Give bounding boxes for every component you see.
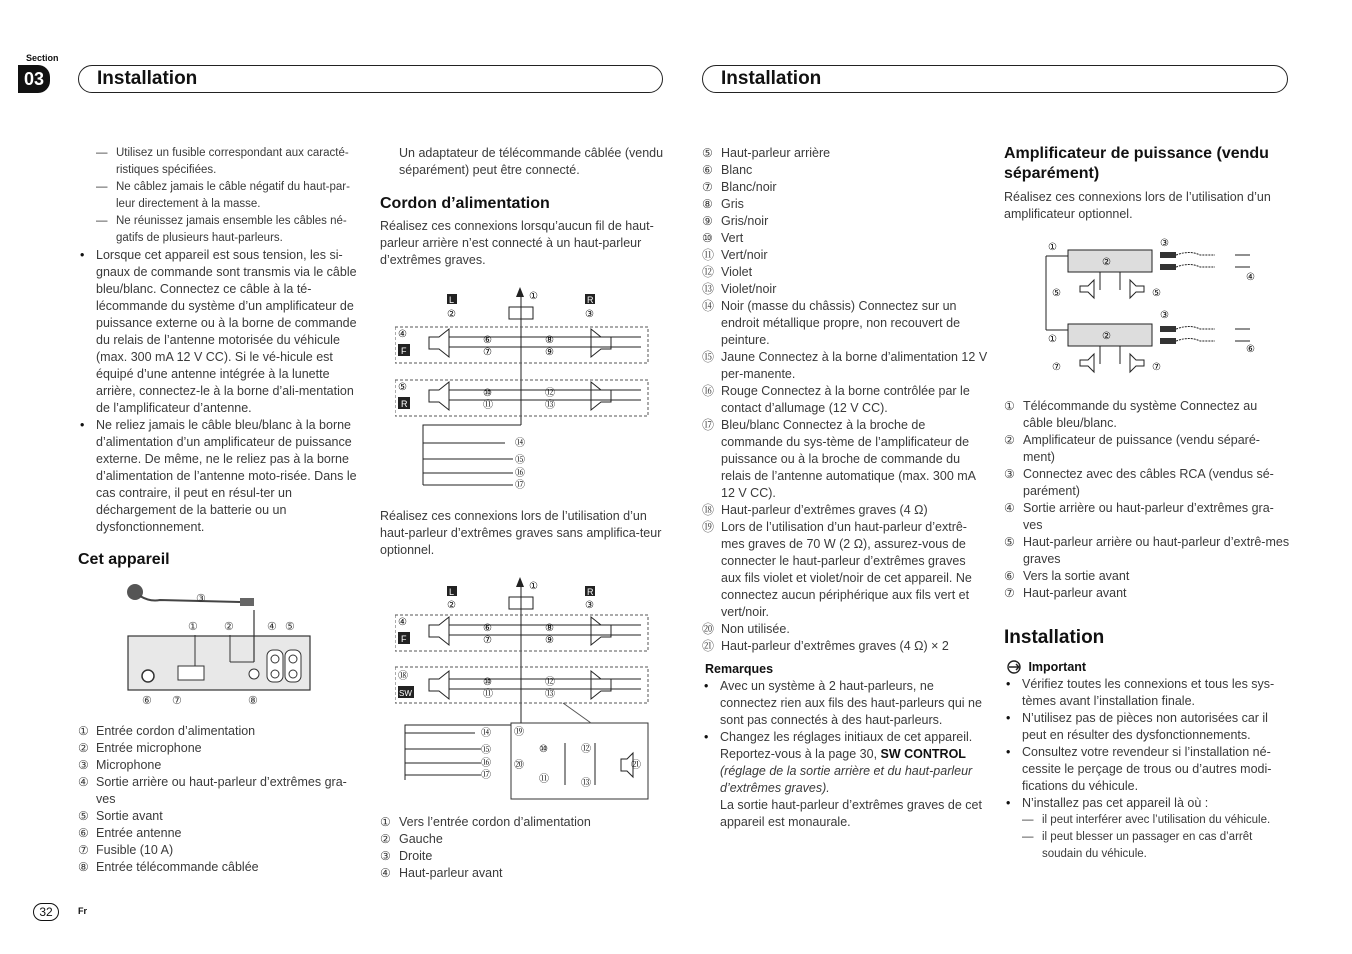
svg-text:③: ③ [585,309,594,320]
svg-text:⑩: ⑩ [483,677,492,688]
svg-text:⑥: ⑥ [1246,344,1255,355]
bullet-item: • Consultez votre revendeur si l’installation né-cessite le perçage de trous ou d’autres modi-fications du véhicule. [1004,744,1290,795]
legend-item: ⑥ Vers la sortie avant [1004,569,1130,583]
svg-text:③: ③ [196,593,206,605]
important-icon [1006,660,1024,674]
legend-item: ② Amplificateur de puissance (vendu séparé-ment) [1004,433,1260,464]
svg-text:②: ② [1102,331,1111,342]
legend-item: ⑧ Entrée télécommande câblée [78,860,259,874]
power-cord-para-2: Réalisez ces connexions lors de l’utilisation d’un haut-parleur d’extrêmes graves sans amplifica-teur optionnel. [380,509,662,557]
legend-item: ⑧ Gris [702,197,744,211]
svg-text:⑪: ⑪ [483,400,493,411]
svg-text:②: ② [224,621,234,633]
legend-item: ⑪ Vert/noir [702,248,768,262]
svg-text:④: ④ [398,329,407,340]
important-label: Important [1028,660,1087,674]
svg-text:⑬: ⑬ [581,778,591,789]
remarks-title: Remarques [705,662,774,676]
svg-text:④: ④ [1246,272,1255,283]
svg-text:⑭: ⑭ [481,728,491,739]
svg-text:⑧: ⑧ [545,623,554,634]
legend-item: ④ Sortie arrière ou haut-parleur d’extrêmes gra-ves [78,775,347,806]
svg-text:⑧: ⑧ [545,335,554,346]
svg-text:⑫: ⑫ [545,388,555,399]
svg-text:L: L [449,295,455,305]
unit-rear-diagram [120,580,320,710]
heading-power-cord: Cordon d’alimentation [380,195,550,212]
amplifier-diagram [1040,232,1270,382]
legend-item: ⑮ Jaune Connectez à la borne d’alimentation 12 V per-manente. [702,350,988,381]
svg-text:⑯: ⑯ [515,468,525,479]
svg-text:⑰: ⑰ [515,480,525,491]
legend-item: ② Gauche [380,832,443,846]
svg-text:②: ② [447,309,456,320]
important-block [1006,658,1086,676]
heading-cet-appareil: Cet appareil [78,551,170,568]
heading-amplifier: Amplificateur de puissance (vendu séparément) [1004,145,1269,182]
column-2-intro [380,145,664,179]
svg-text:⑪: ⑪ [483,689,493,700]
legend-item: ⑯ Rouge Connectez à la borne contrôlée par le contact d’allumage (12 V CC). [702,384,970,415]
legend-item: ① Télécommande du système Connectez au câble bleu/blanc. [1004,399,1258,430]
diagram-legend-col2 [380,814,664,882]
bullet-item: • Vérifiez toutes les connexions et tous les sys-tèmes avant l’installation finale. [1004,676,1290,710]
amplifier-legend [1004,398,1290,602]
right-page-title: Installation [721,68,822,89]
legend-item: ⑨ Gris/noir [702,214,769,228]
svg-text:⑧: ⑧ [248,695,258,707]
svg-text:F: F [401,634,407,644]
installation-notes [1004,676,1290,863]
legend-item: ④ Sortie arrière ou haut-parleur d’extrêmes gra-ves [1004,501,1274,532]
right-header-bar [702,65,1288,93]
legend-item: ⑩ Vert [702,231,744,245]
svg-text:⑫: ⑫ [545,677,555,688]
svg-text:④: ④ [267,621,277,633]
language-code: Fr [78,906,87,916]
legend-item: ⑤ Sortie avant [78,809,163,823]
dash-item: — Utilisez un fusible correspondant aux caracté-ristiques spécifiées. [78,145,362,179]
svg-text:⑤: ⑤ [398,382,407,393]
svg-text:⑫: ⑫ [581,744,591,755]
dash-item: — Ne réunissez jamais ensemble les câbles né-gatifs de plusieurs haut-parleurs. [78,213,362,247]
svg-text:①: ① [529,581,538,592]
legend-item: ⑬ Violet/noir [702,282,777,296]
svg-text:⑤: ⑤ [1052,288,1061,299]
svg-text:⑭: ⑭ [515,438,525,449]
svg-text:①: ① [529,291,538,302]
dash-item: — Ne câblez jamais le câble négatif du haut-par-leur directement à la masse. [78,179,362,213]
svg-text:③: ③ [1160,238,1169,249]
bullet-item: • Lorsque cet appareil est sous tension, les si-gnaux de commande sont transmis via le câble bleu/blanc. Connectez ce câble à la té-lécommande du système d’un amplificateur de puissance externe ou à la borne de commande du relais de l’antenne motorisée du véhicule (max. 300 mA 12 V CC). Si le vé-hicule est équipé d’une antenne intégrée à la lunette arrière, connectez-le à la borne d’ali-mentation de l’amplificateur d’antenne. [78,247,362,417]
adapter-note: Un adaptateur de télécommande câblée (vendu séparément) peut être connecté. [399,146,664,177]
svg-text:⑬: ⑬ [545,689,555,700]
legend-item: ⑤ Haut-parleur arrière ou haut-parleur d’extrê-mes graves [1004,535,1290,566]
svg-text:⑳: ⑳ [514,760,524,771]
svg-text:⑦: ⑦ [483,347,492,358]
legend-item: ④ Haut-parleur avant [380,866,503,880]
legend-item: ⑰ Bleu/blanc Connectez à la broche de commande du sys-tème de l’amplificateur de puissance ou à la broche de commande du relais de l’antenne automatique (max. 300 mA 12 V CC). [702,418,976,500]
svg-text:R: R [401,399,408,409]
svg-text:①: ① [188,621,198,633]
bullet-item: • N’utilisez pas de pièces non autorisées car il peut en résulter des dysfonctionnements. [1004,710,1290,744]
legend-item: ⑦ Fusible (10 A) [78,843,174,857]
legend-item: ① Vers l’entrée cordon d’alimentation [380,815,591,829]
dash-item: — il peut interférer avec l’utilisation du véhicule. [1004,812,1290,829]
legend-item: ⑱ Haut-parleur d’extrêmes graves (4 Ω) [702,503,928,517]
column-3 [702,145,988,831]
svg-text:⑱: ⑱ [398,671,408,682]
svg-text:⑪: ⑪ [539,774,549,785]
legend-item: ⑤ Haut-parleur arrière [702,146,831,160]
legend-item: ① Entrée cordon d’alimentation [78,724,256,738]
svg-text:⑥: ⑥ [483,335,492,346]
bullet-item: • N’installez pas cet appareil là où : [1004,795,1290,812]
legend-item: ⑫ Violet [702,265,753,279]
legend-item: ⑥ Blanc [702,163,753,177]
svg-text:L: L [449,587,455,597]
svg-text:⑨: ⑨ [545,347,554,358]
svg-text:SW: SW [399,689,412,698]
page-number: 32 [33,903,59,921]
wiring-diagram-1 [395,285,660,495]
bullet-item: • Ne reliez jamais le câble bleu/blanc à la borne d’alimentation d’un amplificateur de puissance externe. De même, ne le reliez pas à la borne d’alimentation de l’antenne moto-risée. Dans le cas contraire, il peut en résul-ter un déchargement de la batterie ou un dysfonctionnement. [78,417,362,536]
heading-installation: Installation [1004,627,1105,648]
remark-item: • Avec un système à 2 haut-parleurs, ne connectez rien aux fils des haut-parleurs qui ne sont pas connectés à des haut-parleurs. [702,678,988,729]
svg-text:⑦: ⑦ [1052,362,1061,373]
svg-text:⑤: ⑤ [285,621,295,633]
legend-item: ⑭ Noir (masse du châssis) Connectez sur un endroit métallique propre, non recouvert de peinture. [702,299,961,347]
svg-text:⑦: ⑦ [1152,362,1161,373]
legend-item: ③ Connectez avec des câbles RCA (vendus sé-parément) [1004,467,1274,498]
svg-text:⑩: ⑩ [539,744,548,755]
svg-text:⑯: ⑯ [481,758,491,769]
legend-item: ② Entrée microphone [78,741,202,755]
legend-item: ⑦ Haut-parleur avant [1004,586,1127,600]
svg-text:①: ① [1048,334,1057,345]
left-header-bar [78,65,663,93]
power-cord-para-1: Réalisez ces connexions lorsqu’aucun fil de haut-parleur arrière n’est connecté à un haut-parleur d’extrêmes graves. [380,219,654,267]
left-page-title: Installation [97,68,198,89]
svg-text:⑮: ⑮ [515,455,525,466]
section-label: Section [26,53,59,63]
svg-text:⑨: ⑨ [545,635,554,646]
microphone-icon [127,584,254,606]
legend-item: ⑦ Blanc/noir [702,180,777,194]
svg-text:⑥: ⑥ [142,695,152,707]
svg-text:F: F [401,346,407,356]
legend-item: ㉑ Haut-parleur d’extrêmes graves (4 Ω) × 2 [702,639,949,653]
wiring-diagram-2 [395,575,655,805]
svg-text:⑥: ⑥ [483,623,492,634]
svg-text:②: ② [447,600,456,611]
svg-text:③: ③ [1160,310,1169,321]
svg-text:⑰: ⑰ [481,770,491,781]
svg-text:㉑: ㉑ [631,760,641,771]
svg-text:⑩: ⑩ [483,388,492,399]
svg-text:⑮: ⑮ [481,745,491,756]
svg-text:①: ① [1048,242,1057,253]
svg-text:⑲: ⑲ [514,727,524,738]
svg-text:R: R [587,587,594,597]
legend-item: ⑳ Non utilisée. [702,622,790,636]
amplifier-intro: Réalisez ces connexions lors de l’utilisation d’un amplificateur optionnel. [1004,190,1271,221]
section-number-badge: 03 [18,65,50,93]
legend-item: ③ Droite [380,849,433,863]
svg-text:R: R [587,295,594,305]
legend-item: ⑥ Entrée antenne [78,826,182,840]
svg-text:②: ② [1102,257,1111,268]
svg-text:⑤: ⑤ [1152,288,1161,299]
svg-text:③: ③ [585,600,594,611]
svg-text:⑬: ⑬ [545,400,555,411]
unit-legend [78,723,362,876]
svg-text:⑦: ⑦ [483,635,492,646]
remark-item: • Changez les réglages initiaux de cet appareil. Reportez-vous à la page 30, SW CONTROL (réglage de la sortie arrière et du haut-parleur d’extrêmes graves). La sortie haut-parleur d’extrêmes graves de cet appareil est monaurale. [702,729,988,831]
svg-text:④: ④ [398,617,407,628]
dash-item: — il peut blesser un passager en cas d’arrêt soudain du véhicule. [1004,829,1290,863]
legend-item: ③ Microphone [78,758,162,772]
column-1 [78,145,362,536]
svg-text:⑦: ⑦ [172,695,182,707]
legend-item: ⑲ Lors de l’utilisation d’un haut-parleur d’extrê-mes graves de 70 W (2 Ω), assurez-vous de connecter le haut-parleur d’extrêmes graves aux fils violet et violet/noir de cet appareil. Ne connectez aucun périphérique aux fils vert et vert/noir. [702,520,972,619]
